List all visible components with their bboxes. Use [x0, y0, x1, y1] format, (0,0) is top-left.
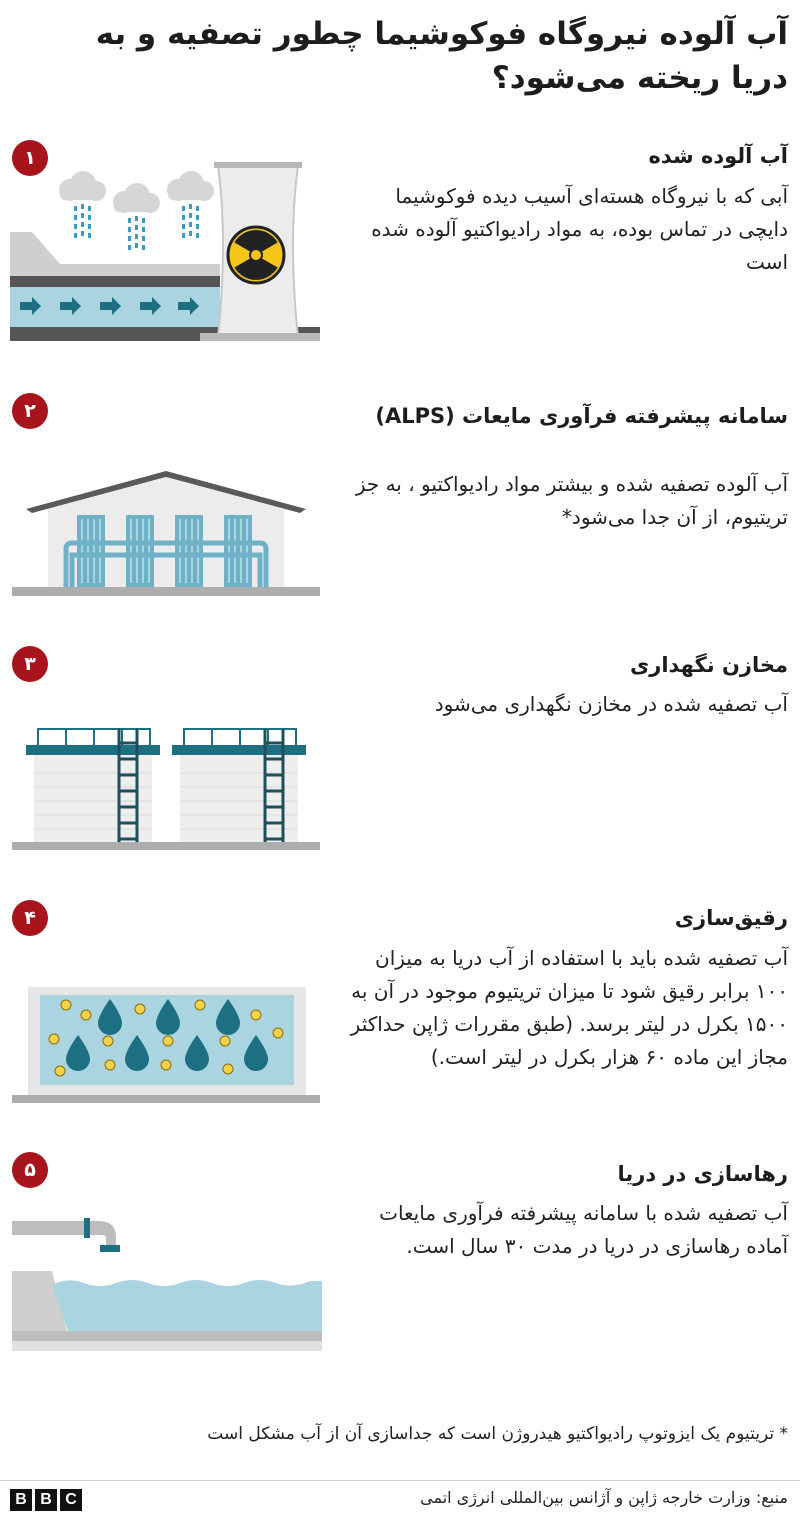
alps-facility-illustration — [10, 465, 330, 600]
step-5-number-badge: ۵ — [12, 1152, 48, 1188]
step-2-text: آب آلوده تصفیه شده و بیشتر مواد رادیواکتیو ، به جز تریتیوم، از آن جدا می‌شود* — [355, 472, 788, 529]
radiation-symbol-icon — [228, 227, 284, 283]
step-1-heading: آب آلوده شده — [648, 144, 788, 168]
step-3-text: آب تصفیه شده در مخازن نگهداری می‌شود — [434, 692, 788, 716]
step-5-text: آب تصفیه شده با سامانه پیشرفته فرآوری مایعات آماده رهاسازی در دریا در مدت ۳۰ سال است. — [379, 1201, 788, 1258]
source-credit: منبع: وزارت خارجه ژاپن و آژانس بین‌المللی انرژی اتمی — [420, 1488, 788, 1507]
step-2-number-badge: ۲ — [12, 393, 48, 429]
logo-letter: B — [35, 1489, 57, 1511]
footer-divider — [0, 1480, 800, 1481]
bbc-logo — [10, 1489, 82, 1511]
contaminated-water-plant-illustration — [10, 160, 330, 346]
step-3-number-badge: ۳ — [12, 646, 48, 682]
rain-cloud-icons — [59, 171, 214, 250]
step-4-number-badge: ۴ — [12, 900, 48, 936]
step-1-number-badge: ۱ — [12, 140, 48, 176]
logo-letter: C — [60, 1489, 82, 1511]
storage-tanks-illustration — [10, 725, 330, 855]
page-title: آب آلوده نیروگاه فوکوشیما چطور تصفیه و به دریا ریخته می‌شود؟ — [95, 16, 788, 96]
logo-letter: B — [10, 1489, 32, 1511]
discharge-pipe-icon — [12, 1218, 120, 1252]
step-1-text: آبی که با نیروگاه هسته‌ای آسیب دیده فوکوشیما دایچی در تماس بوده، به مواد رادیواکتیو آلوده شده است — [371, 184, 788, 274]
dilution-tank-illustration — [10, 985, 330, 1105]
step-3-heading: مخازن نگهداری — [630, 653, 788, 677]
step-4-text: آب تصفیه شده باید با استفاده از آب دریا به میزان ۱۰۰ برابر رقیق شود تا میزان تریتیوم موجود در آن به ۱۵۰۰ بکرل در لیتر برسد. (طبق مقررات ژاپن حداکثر مجاز این ماده ۶۰ هزار بکرل در لیتر است.) — [350, 946, 788, 1069]
tritium-footnote: * تریتیوم یک ایزوتوپ رادیواکتیو هیدروژن است که جداسازی آن از آب مشکل است — [207, 1424, 788, 1444]
step-2-heading: سامانه پیشرفته فرآوری مایعات (ALPS) — [375, 404, 788, 428]
sea-release-illustration — [10, 1215, 330, 1360]
step-4-heading: رقیق‌سازی — [674, 906, 788, 930]
step-5-heading: رهاسازی در دریا — [617, 1162, 788, 1186]
